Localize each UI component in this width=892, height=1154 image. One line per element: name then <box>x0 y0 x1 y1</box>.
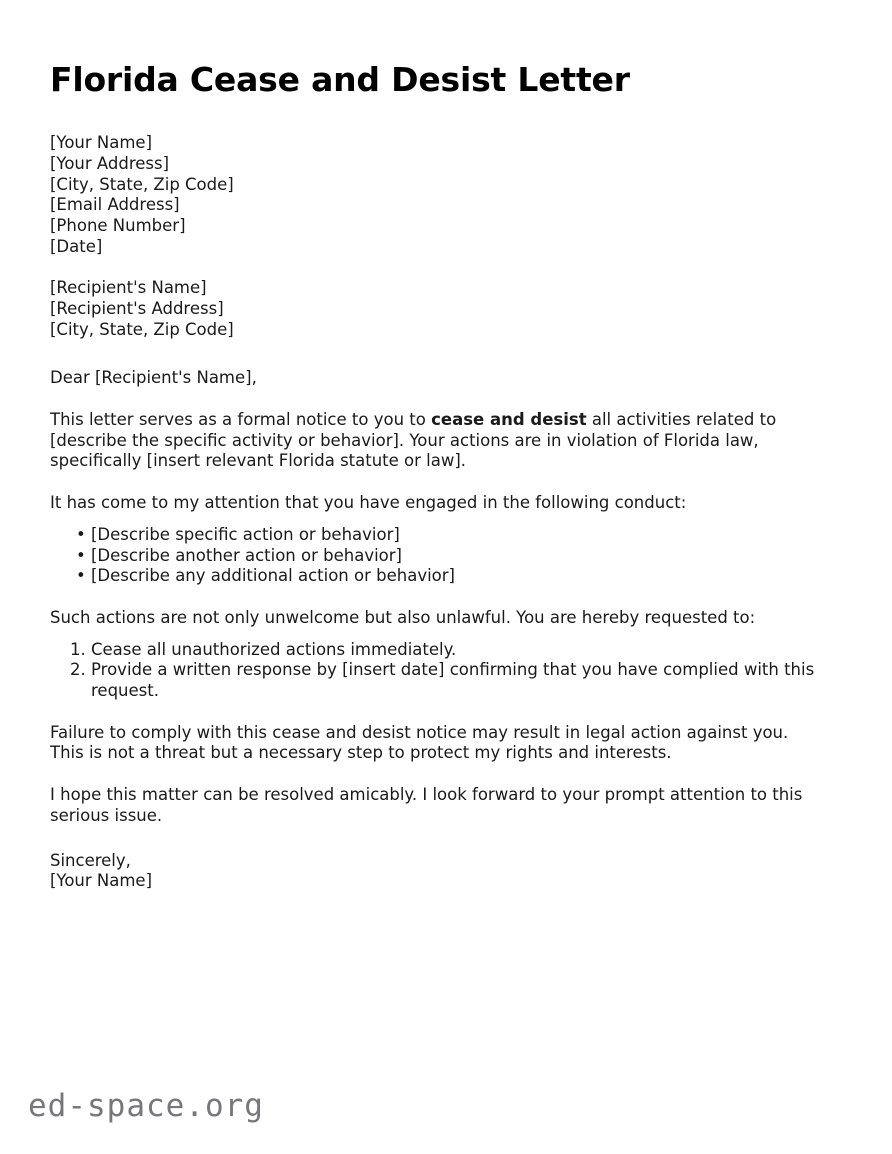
recipient-line: [City, State, Zip Code] <box>50 319 234 339</box>
list-item <box>50 640 825 661</box>
sender-line: [City, State, Zip Code] <box>50 174 234 194</box>
sender-line: [Email Address] <box>50 195 180 215</box>
request-list <box>50 640 825 702</box>
sender-line: [Date] <box>50 236 103 256</box>
salutation: Dear [Recipient's Name], <box>50 368 257 388</box>
recipient-address-block <box>50 278 825 340</box>
list-number: 2. <box>70 660 86 680</box>
list-item-label: [Describe any additional action or behavior] <box>91 566 455 586</box>
sender-address-block <box>50 133 825 257</box>
recipient-line: [Recipient's Name] <box>50 278 207 298</box>
cease-and-desist-emphasis: cease and desist <box>431 410 587 430</box>
document-body <box>50 0 825 892</box>
paragraph-amicable-resolution: I hope this matter can be resolved amicably. I look forward to your prompt attention to this serious issue. <box>50 785 803 825</box>
list-number: 1. <box>70 639 86 659</box>
signature-block <box>50 851 825 892</box>
list-item-label: Provide a written response by [insert date] confirming that you have complied with this request. <box>91 660 815 701</box>
list-item-label: Cease all unauthorized actions immediately. <box>91 639 457 659</box>
closing-salutation: Sincerely, <box>50 850 131 870</box>
bullet-icon: • <box>76 566 86 586</box>
list-item <box>50 525 825 546</box>
sender-line: [Your Name] <box>50 133 153 153</box>
notice-text-after-bold: all activities related to [describe the specific activity or behavior]. Your actions are in violation of Florida law, specifically [insert relevant Florida statute or law]. <box>50 410 777 471</box>
sender-line: [Phone Number] <box>50 216 186 236</box>
conduct-intro: It has come to my attention that you have engaged in the following conduct: <box>50 493 687 513</box>
conduct-list <box>50 525 825 587</box>
page-title: Florida Cease and Desist Letter <box>50 60 630 99</box>
list-item-label: [Describe specific action or behavior] <box>91 524 400 544</box>
notice-text-before-bold: This letter serves as a formal notice to you to <box>50 410 432 430</box>
signer-name: [Your Name] <box>50 871 153 891</box>
list-item <box>50 660 825 701</box>
bullet-icon: • <box>76 545 86 565</box>
recipient-line: [Recipient's Address] <box>50 298 224 318</box>
paragraph-notice <box>50 410 825 472</box>
paragraph-failure-to-comply: Failure to comply with this cease and desist notice may result in legal action against you. This is not a threat but a necessary step to protect my rights and interests. <box>50 722 789 763</box>
list-item <box>50 546 825 567</box>
site-watermark: ed-space.org <box>28 1088 264 1124</box>
list-item <box>50 566 825 587</box>
bullet-icon: • <box>76 524 86 544</box>
list-item-label: [Describe another action or behavior] <box>91 545 402 565</box>
request-intro: Such actions are not only unwelcome but also unlawful. You are hereby requested to: <box>50 607 756 627</box>
sender-line: [Your Address] <box>50 154 170 173</box>
